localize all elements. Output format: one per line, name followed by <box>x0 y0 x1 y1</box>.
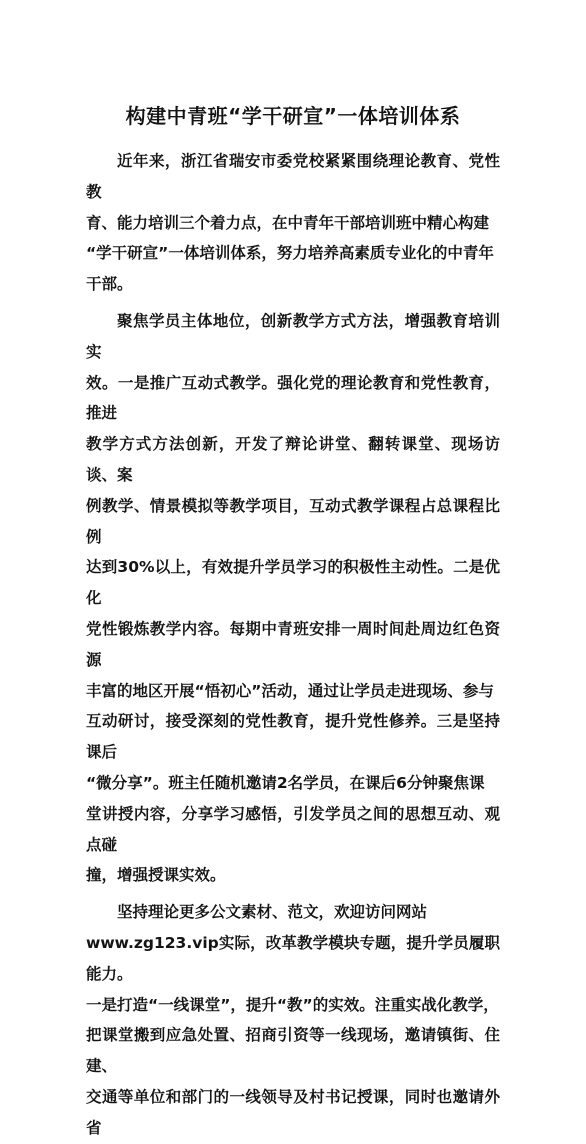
paragraph-line: “微分享”。班主任随机邀请2名学员，在课后6分钟聚焦课 <box>86 773 485 792</box>
paragraph-line: 堂讲授内容，分享学习感悟，引发学员之间的思想互动、观点碰 <box>86 804 500 854</box>
paragraph-line: 坚持理论更多公文素材、范文，欢迎访问网站 <box>117 903 428 922</box>
paragraph-line: 育、能力培训三个着力点，在中青年干部培训班中精心构建 <box>86 213 490 232</box>
paragraph-line: 一是打造“一线课堂”，提升“教”的实效。注重实战化教学， <box>86 995 499 1014</box>
paragraph-line: 例教学、情景模拟等教学项目，互动式教学课程占总课程比例 <box>86 496 500 546</box>
paragraph-line: 聚焦学员主体地位，创新教学方式方法，增强教育培训实 <box>86 311 500 361</box>
paragraph-teaching-methods <box>86 306 500 891</box>
paragraph-line: 撞，增强授课实效。 <box>86 866 226 885</box>
paragraph-line: 互动研讨，接受深刻的党性教育，提升党性修养。三是坚持课后 <box>86 712 500 762</box>
paragraph-line: 达到30%以上，有效提升学员学习的积极性主动性。二是优化 <box>86 558 500 608</box>
paragraph-line: 近年来，浙江省瑞安市委党校紧紧围绕理论教育、党性教 <box>86 152 500 201</box>
paragraph-line: 党性锻炼教学内容。每期中青班安排一周时间赴周边红色资源 <box>86 619 500 669</box>
paragraph-line: 丰富的地区开展“悟初心”活动，通过让学员走进现场、参与 <box>86 681 494 700</box>
paragraph-intro <box>86 146 500 300</box>
paragraph-curriculum-reform <box>86 897 500 1143</box>
paragraph-line: www.zg123.vip实际，改革教学模块专题，提升学员履职能力。 <box>86 933 500 983</box>
paragraph-line: “学干研宣”一体培训体系，努力培养高素质专业化的中青年 <box>86 244 494 263</box>
paragraph-line: 干部。 <box>86 275 133 294</box>
document-title: 构建中青班“学干研宣”一体培训体系 <box>125 104 461 128</box>
paragraph-line: 交通等单位和部门的一线领导及村书记授课，同时也邀请外省 <box>86 1087 500 1137</box>
paragraph-line: 效。一是推广互动式教学。强化党的理论教育和党性教育，推进 <box>86 373 500 423</box>
paragraph-line: 教学方式方法创新，开发了辩论讲堂、翻转课堂、现场访谈、案 <box>86 435 500 484</box>
paragraph-line: 把课堂搬到应急处置、招商引资等一线现场，邀请镇街、住建、 <box>86 1026 500 1076</box>
